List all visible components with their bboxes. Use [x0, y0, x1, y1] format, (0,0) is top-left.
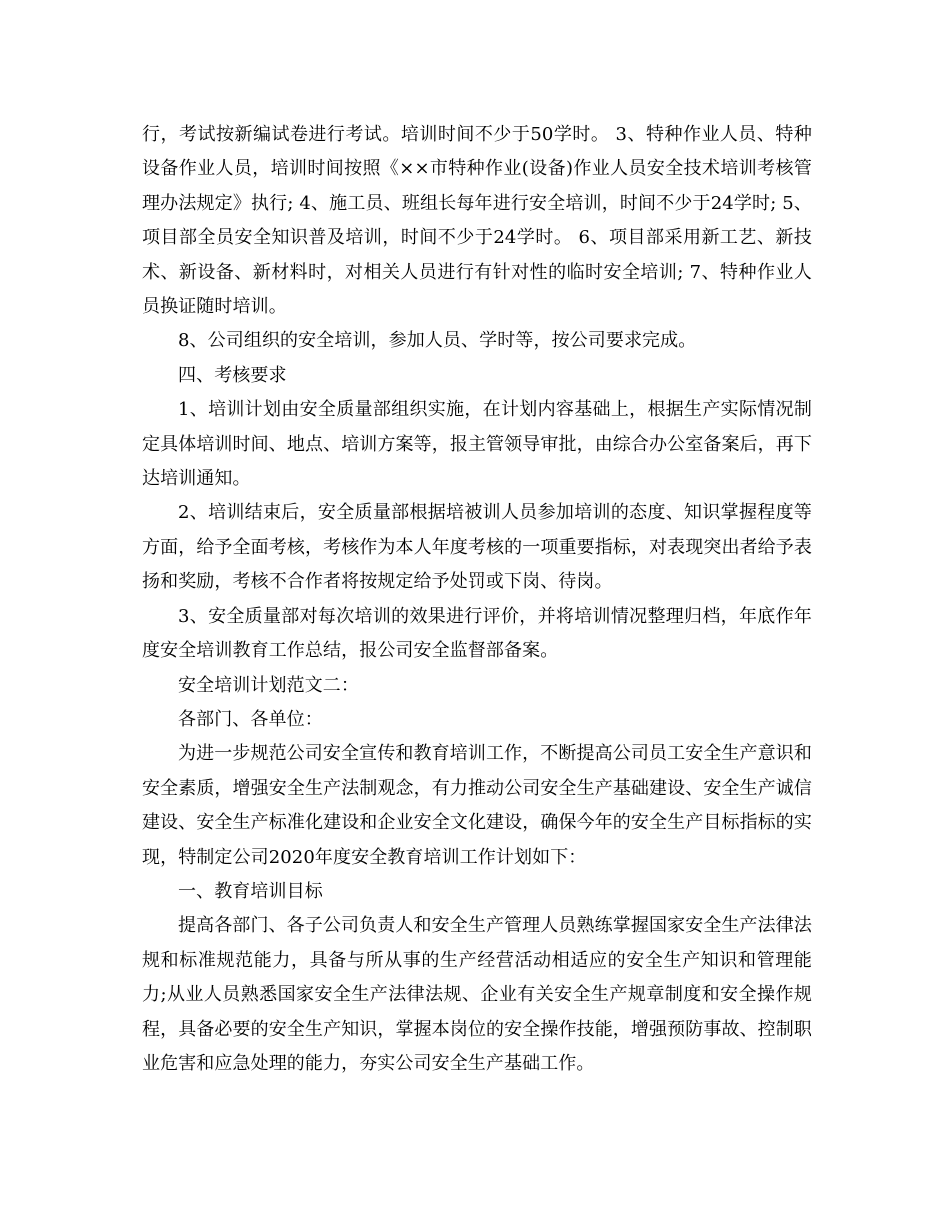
paragraph-assessment-1: 1、培训计划由安全质量部组织实施，在计划内容基础上，根据生产实际情况制定具体培训时间、地点、培训方案等，报主管领导审批，由综合办公室备案后，再下达培训通知。 [142, 399, 812, 490]
salutation: 各部门、各单位： [178, 708, 323, 730]
paragraph-intro: 为进一步规范公司安全宣传和教育培训工作，不断提高公司员工安全生产意识和安全素质，增强安全生产法制观念，有力推动公司安全生产基础建设、安全生产诚信建设、安全生产标准化建设和企业安全文化建设，确保今年的安全生产目标指标的实现，特制定公司2020年度安全教育培训工作计划如下： [142, 743, 812, 868]
heading-assessment-requirements: 四、考核要求 [178, 364, 287, 386]
heading-training-goals: 一、教育培训目标 [178, 880, 323, 902]
paragraph-assessment-2: 2、培训结束后，安全质量部根据培被训人员参加培训的态度、知识掌握程度等方面，给予全面考核，考核作为本人年度考核的一项重要指标，对表现突出者给予表扬和奖励，考核不合作者将按规定给予处罚或下岗、待岗。 [142, 502, 812, 593]
document-body [142, 118, 812, 1081]
paragraph-training-hours: 行，考试按新编试卷进行考试。培训时间不少于50学时。 3、特种作业人员、特种设备作业人员，培训时间按照《××市特种作业(设备)作业人员安全技术培训考核管理办法规定》执行; 4、施工员、班组长每年进行安全培训，时间不少于24学时; 5、项目部全员安全知识普及培训，时间不少于24学时。 6、项目部采用新工艺、新技术、新设备、新材料时，对相关人员进行有针对性的临时安全培训; 7、特种作业人员换证随时培训。 [142, 124, 812, 318]
paragraph-company-training: 8、公司组织的安全培训，参加人员、学时等，按公司要求完成。 [178, 330, 697, 352]
paragraph-assessment-3: 3、安全质量部对每次培训的效果进行评价，并将培训情况整理归档，年底作年度安全培训教育工作总结，报公司安全监督部备案。 [142, 605, 812, 662]
paragraph-training-goals: 提高各部门、各子公司负责人和安全生产管理人员熟练掌握国家安全生产法律法规和标准规范能力，具备与所从事的生产经营活动相适应的安全生产知识和管理能力;从业人员熟悉国家安全生产法律法规、企业有关安全生产规章制度和安全操作规程，具备必要的安全生产知识，掌握本岗位的安全操作技能，增强预防事故、控制职业危害和应急处理的能力，夯实公司安全生产基础工作。 [142, 915, 812, 1074]
heading-sample-two: 安全培训计划范文二： [178, 674, 359, 696]
